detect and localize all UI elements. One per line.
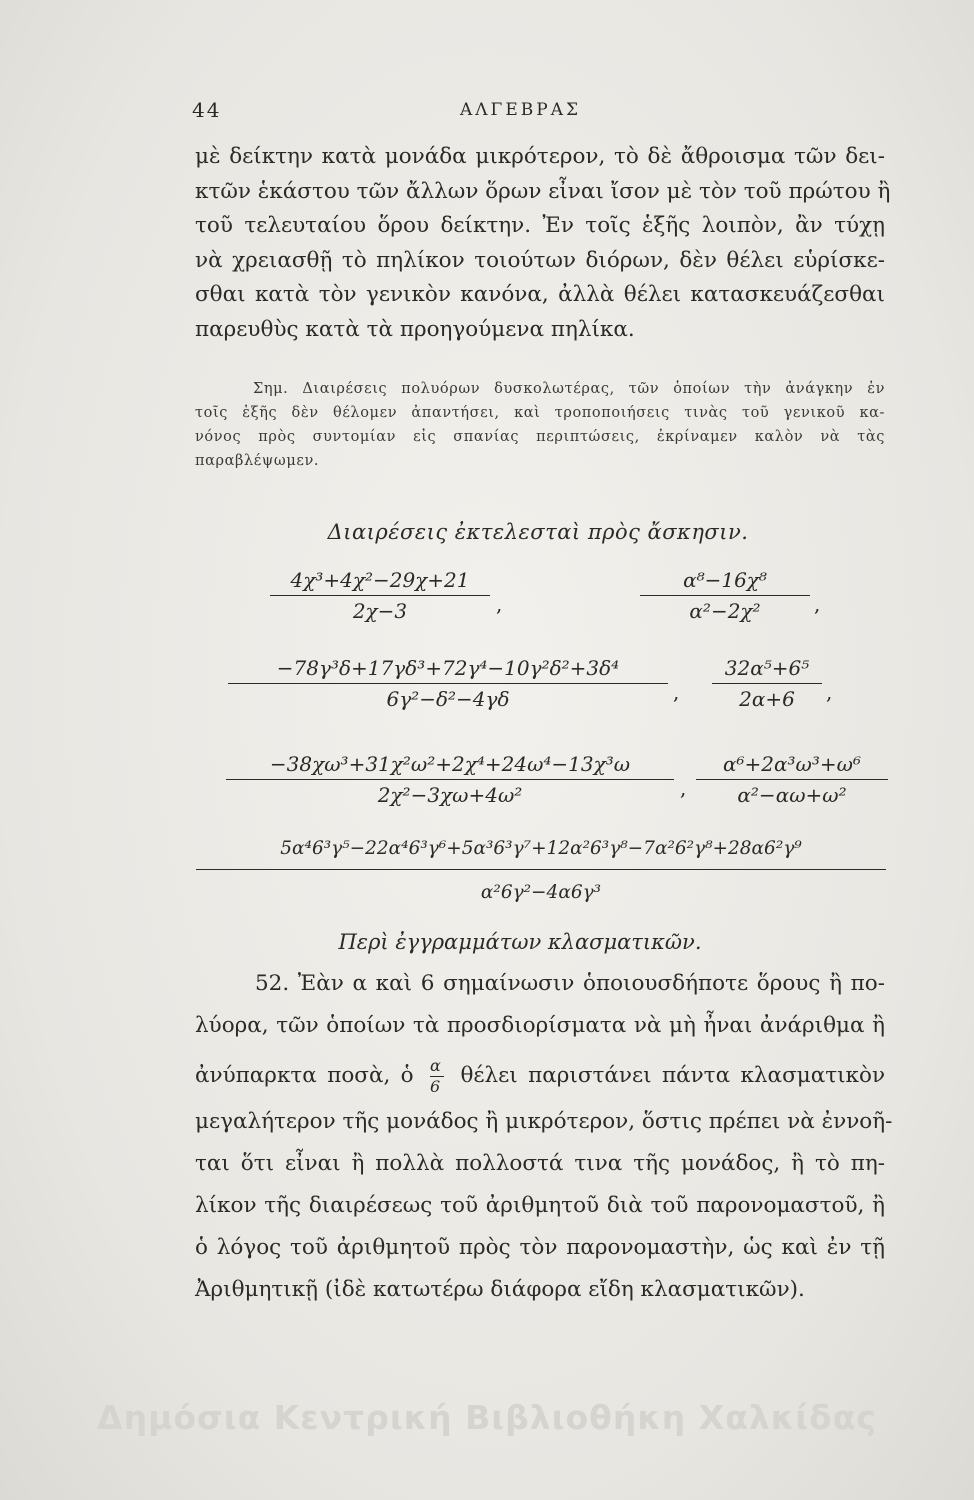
note-line: τοῖς ἑξῆς δὲν θέλομεν ἀπαντήσει, καὶ τροποποιήσεις τινὰς τοῦ γενικοῦ κα- bbox=[195, 405, 885, 421]
text-line: μὲ δείκτην κατὰ μονάδα μικρότερον, τὸ δὲ ἄθροισμα τῶν δει- bbox=[195, 144, 885, 169]
running-title: ΑΛΓΕΒΡΑΣ bbox=[460, 100, 581, 120]
text-line: κτῶν ἑκάστου τῶν ἄλλων ὅρων εἶναι ἴσον μὲ τὸν τοῦ πρώτου ἢ bbox=[195, 178, 891, 204]
fraction-bar bbox=[696, 779, 888, 780]
numerator: 4χ³+4χ²−29χ+21 bbox=[290, 568, 470, 592]
fraction-exercise bbox=[270, 568, 490, 623]
fraction-bar bbox=[196, 869, 886, 870]
page-header bbox=[0, 98, 974, 128]
paragraph-52 bbox=[195, 963, 893, 1311]
section-heading: Περὶ ἐγγραμμάτων κλασματικῶν. bbox=[338, 930, 702, 954]
text-line: ται ὅτι εἶναι ἢ πολλὰ πολλοστά τινα τῆς μονάδος, ἢ τὸ πη- bbox=[195, 1151, 885, 1176]
fraction-bar bbox=[640, 595, 810, 596]
fraction-bar bbox=[226, 779, 674, 780]
numerator: 32α⁵+6⁵ bbox=[724, 656, 810, 680]
paragraph-continuation bbox=[195, 140, 891, 348]
fraction-exercise bbox=[640, 568, 810, 623]
text-line: λίκον τῆς διαιρέσεως τοῦ ἀριθμητοῦ διὰ τοῦ παρονομαστοῦ, ἢ bbox=[195, 1193, 885, 1218]
denominator: 2χ−3 bbox=[352, 599, 408, 623]
separator-comma: , bbox=[814, 592, 821, 616]
separator-comma: , bbox=[680, 776, 687, 800]
fraction-exercise bbox=[696, 752, 888, 807]
numerator: 5α⁴6³γ⁵−22α⁴6³γ⁶+5α³6³γ⁷+12α²6³γ⁸−7α²6²γ⁸+28α6²γ⁹ bbox=[280, 838, 802, 859]
denominator: α²6γ²−4α6γ³ bbox=[480, 882, 602, 903]
numerator: α⁶+2α³ω³+ω⁶ bbox=[723, 752, 861, 776]
footnote-remark bbox=[195, 377, 885, 473]
fraction-bar bbox=[270, 595, 490, 596]
numerator: −78γ³δ+17γδ³+72γ⁴−10γ²δ²+3δ⁴ bbox=[276, 656, 620, 680]
inline-denominator: 6 bbox=[430, 1076, 441, 1096]
denominator: 2α+6 bbox=[739, 687, 795, 711]
text-line: 52. Ἐὰν α καὶ 6 σημαίνωσιν ὁποιουσδήποτε ὅρους ἢ πο- bbox=[255, 971, 885, 996]
text-line: νὰ χρειασθῇ τὸ πηλίκον τοιούτων διόρων, δὲν θέλει εὑρίσκε- bbox=[195, 247, 885, 273]
numerator: −38χω³+31χ²ω²+2χ⁴+24ω⁴−13χ³ω bbox=[269, 752, 631, 776]
inline-fraction bbox=[430, 1057, 444, 1096]
text-line: λύορα, τῶν ὁποίων τὰ προσδιορίσματα νὰ μὴ ἦναι ἀνάριθμα ἢ bbox=[195, 1013, 885, 1038]
denominator: 6γ²−δ²−4γδ bbox=[386, 687, 510, 711]
text-fragment: ἀνύπαρκτα ποσὰ, ὁ bbox=[195, 1063, 414, 1088]
note-line: παραβλέψωμεν. bbox=[195, 453, 320, 469]
fraction-exercise bbox=[228, 656, 668, 711]
separator-comma: , bbox=[673, 680, 680, 704]
denominator: 2χ²−3χω+4ω² bbox=[377, 783, 523, 807]
text-line: μεγαλήτερον τῆς μονάδος ἢ μικρότερον, ὅστις πρέπει νὰ ἐννοῆ- bbox=[195, 1109, 893, 1134]
text-line: σθαι κατὰ τὸν γενικὸν κανόνα, ἀλλὰ θέλει κατασκευάζεσθαι bbox=[195, 282, 885, 308]
text-line: τοῦ τελευταίου ὅρου δείκτην. Ἐν τοῖς ἑξῆς λοιπὸν, ἂν τύχῃ bbox=[195, 213, 885, 239]
text-fragment: θέλει παριστάνει πάντα κλασματικὸν bbox=[460, 1063, 886, 1088]
exercises-heading: Διαιρέσεις ἐκτελεσταὶ πρὸς ἄσκησιν. bbox=[327, 520, 749, 544]
text-line: παρευθὺς κατὰ τὰ προηγούμενα πηλίκα. bbox=[195, 316, 635, 342]
note-line: Σημ. Διαιρέσεις πολυόρων δυσκολωτέρας, τῶν ὁποίων τὴν ἀνάγκην ἐν bbox=[253, 381, 885, 397]
fraction-exercise bbox=[712, 656, 822, 711]
page-number: 44 bbox=[192, 98, 222, 122]
denominator: α²−2χ² bbox=[689, 599, 761, 623]
library-watermark: Δημόσια Κεντρική Βιβλιοθήκη Χαλκίδας bbox=[97, 1398, 877, 1437]
fraction-bar bbox=[712, 683, 822, 684]
numerator: α⁸−16χ⁸ bbox=[683, 568, 767, 592]
text-line: ὁ λόγος τοῦ ἀριθμητοῦ πρὸς τὸν παρονομαστὴν, ὡς καὶ ἐν τῇ bbox=[195, 1235, 885, 1260]
inline-numerator: α bbox=[430, 1055, 441, 1075]
text-line-with-fraction bbox=[195, 1055, 885, 1097]
fraction-exercise bbox=[226, 752, 674, 807]
separator-comma: , bbox=[826, 680, 833, 704]
separator-comma: , bbox=[496, 592, 503, 616]
fraction-bar bbox=[228, 683, 668, 684]
denominator: α²−αω+ω² bbox=[737, 783, 847, 807]
note-line: νόνος πρὸς συντομίαν εἰς σπανίας περιπτώσεις, ἐκρίναμεν καλὸν νὰ τὰς bbox=[195, 429, 885, 445]
fraction-exercise bbox=[196, 838, 886, 903]
text-line: Ἀριθμητικῇ (ἰδὲ κατωτέρω διάφορα εἴδη κλασματικῶν). bbox=[195, 1277, 805, 1302]
